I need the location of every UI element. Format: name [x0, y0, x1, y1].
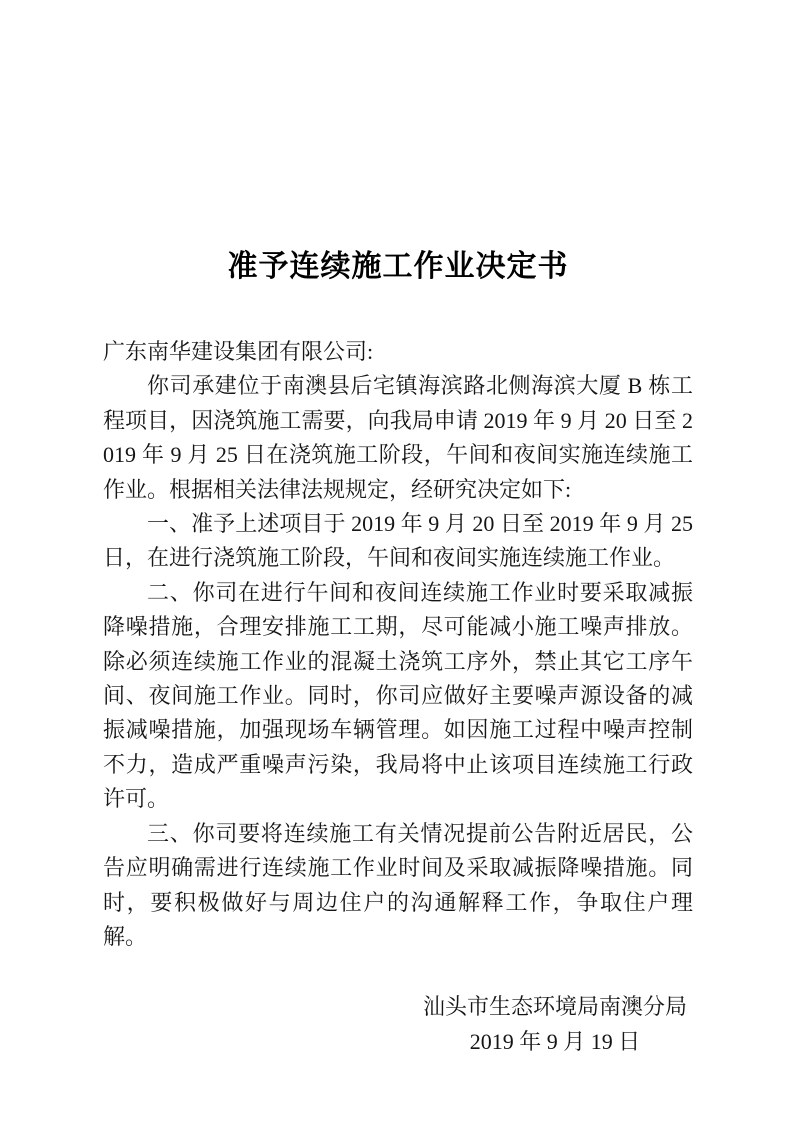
recipient-line: 广东南华建设集团有限公司: [103, 339, 374, 364]
issue-date: 2019 年 9 月 19 日 [469, 1028, 641, 1054]
paragraph-item-3: 三、你司要将连续施工有关情况提前公告附近居民，公告应明确需进行连续施工作业时间及采取减振降噪措施。同时，要积极做好与周边住户的沟通解释工作，争取住户理解。 [103, 820, 693, 949]
paragraph-item-1: 一、准予上述项目于 2019 年 9 月 20 日至 2019 年 9 月 25 日，在进行浇筑施工阶段，午间和夜间实施连续施工作业。 [103, 511, 693, 571]
signature-block [423, 990, 687, 1059]
issuing-agency: 汕头市生态环境局南澳分局 [422, 994, 687, 1020]
document-title: 准予连续施工作业决定书 [227, 250, 569, 283]
paragraph-item-2: 二、你司在进行午间和夜间连续施工作业时要采取减振降噪措施，合理安排施工工期，尽可能减小施工噪声排放。除必须连续施工作业的混凝土浇筑工序外，禁止其它工序午间、夜间施工作业。同时，你司应做好主要噪声源设备的减振减噪措施，加强现场车辆管理。如因施工过程中噪声控制不力，造成严重噪声污染，我局将中止该项目连续施工行政许可。 [103, 579, 693, 812]
paragraph-intro: 你司承建位于南澳县后宅镇海滨路北侧海滨大厦 B 栋工程项目，因浇筑施工需要，向我局申请 2019 年 9 月 20 日至 2019 年 9 月 25 日在浇筑施工阶段，午间和夜间实施连续施工作业。根据相关法律法规规定，经研究决定如下: [103, 373, 693, 502]
